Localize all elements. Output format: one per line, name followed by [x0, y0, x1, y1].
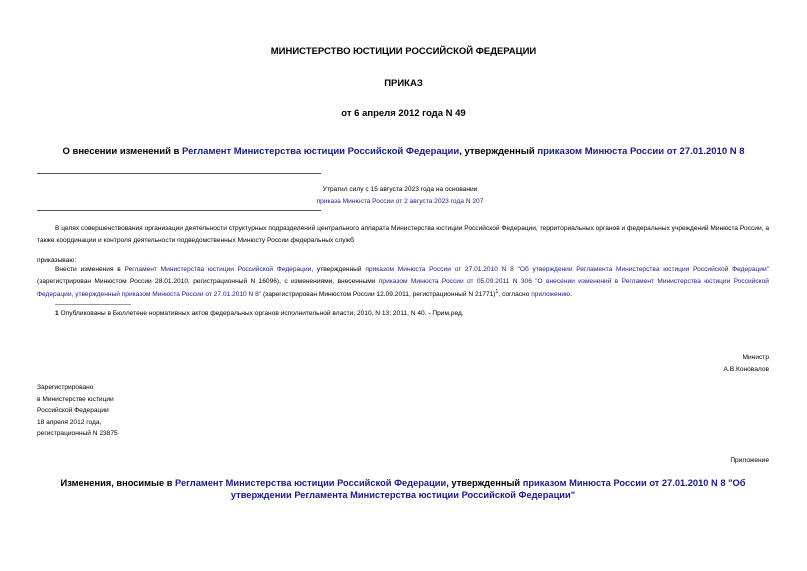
footnote [55, 308, 464, 320]
appendix-link[interactable]: приложению [531, 291, 570, 299]
appendix-regulation-link[interactable]: Регламент Министерства юстиции Российской Федерации [175, 478, 447, 488]
ministry-heading: МИНИСТЕРСТВО ЮСТИЦИИ РОССИЙСКОЙ ФЕДЕРАЦИИ [270, 46, 537, 57]
appendix-order-link[interactable]: приказом Минюста России от 27.01.2010 N 8 "Об утверждении Регламента Министерства юстиции Российской Федерации" [230, 478, 746, 500]
order-word: приказываю: [37, 257, 77, 264]
lost-force-line: Утратил силу с 15 августа 2023 года на основании [322, 186, 478, 193]
registration-line: регистрационный N 23875 [37, 430, 118, 437]
document-date-number: от 6 апреля 2012 года N 49 [341, 108, 466, 119]
registration-line: 18 апреля 2012 года, [37, 418, 102, 426]
registration-line: Российской Федерации [37, 407, 109, 414]
lost-force-notice [0, 184, 807, 207]
footnote-divider [55, 304, 131, 305]
signature-block [600, 352, 769, 375]
title-middle: , утвержденный [459, 146, 538, 157]
registration-block [37, 382, 118, 440]
preamble-paragraph: В целях совершенствования организации деятельности структурных подразделений центрального аппарата Министерства юстиции Российской Федерации, территориальных органов и федеральных учреждений Минюста России, а также координации и контроля деятельности подведомственных Минюсту России федеральных служб [37, 225, 769, 244]
appendix-title-prefix: Изменения, вносимые в [60, 478, 176, 488]
signature-name: А.В.Коновалов [723, 365, 769, 373]
signature-position: Министр [742, 354, 769, 361]
divider-bottom [37, 210, 321, 211]
regulation-link[interactable]: Регламент Министерства юстиции Российской Федерации [182, 146, 460, 157]
p2-start: Внести изменения в [55, 266, 125, 273]
lost-force-link[interactable]: приказа Минюста России от 2 августа 2023 года N 207 [316, 197, 484, 205]
registration-line: Зарегистрировано [37, 384, 94, 391]
p2-order-link[interactable]: приказом Минюста России от 27.01.2010 N 8 "Об утверждении Регламента Министерства юстиции Российской Федерации" [365, 266, 769, 273]
appendix-title-mid: , утвержденный [446, 478, 523, 488]
p2-mid2: (зарегистрирован Минюстом России 28.01.2010, регистрационный N 16096), с изменениями, внесенными [37, 277, 379, 285]
registration-line: в Министерстве юстиции [37, 395, 114, 403]
order-paragraph [37, 264, 769, 301]
divider-top [37, 173, 321, 174]
p2-mid1: , утвержденный [311, 266, 366, 273]
order-link[interactable]: приказом Минюста России от 27.01.2010 N 8 [537, 146, 745, 157]
p2-end: . [570, 291, 572, 299]
p2-regulation-link[interactable]: Регламент Министерства юстиции Российской Федерации [124, 266, 312, 273]
appendix-label: Приложение [730, 457, 769, 464]
p2-amendment-link[interactable]: приказом Минюста России от 05.09.2011 N 306 "О внесении изменений в Регламент Министерства юстиции Российской Федерации, утвержденный приказом Минюста России от 27.01.2010 N 8" [37, 277, 769, 299]
title-prefix: О внесении изменений в [62, 146, 183, 157]
appendix-title [37, 477, 769, 501]
footnote-marker: 1 [55, 310, 59, 317]
footnote-text: Опубликованы в Бюллетене нормативных актов федеральных органов исполнительной власти, 2010, N 13; 2011, N 40. - Прим.ред. [58, 310, 464, 317]
p2-mid3: (зарегистрирован Минюстом России 12.09.2011, регистрационный N 21771) [261, 291, 496, 299]
p2-mid4: , согласно [498, 291, 532, 299]
document-type: ПРИКАЗ [384, 78, 423, 89]
footnote-ref[interactable]: 1 [495, 289, 499, 295]
document-title [0, 146, 807, 157]
